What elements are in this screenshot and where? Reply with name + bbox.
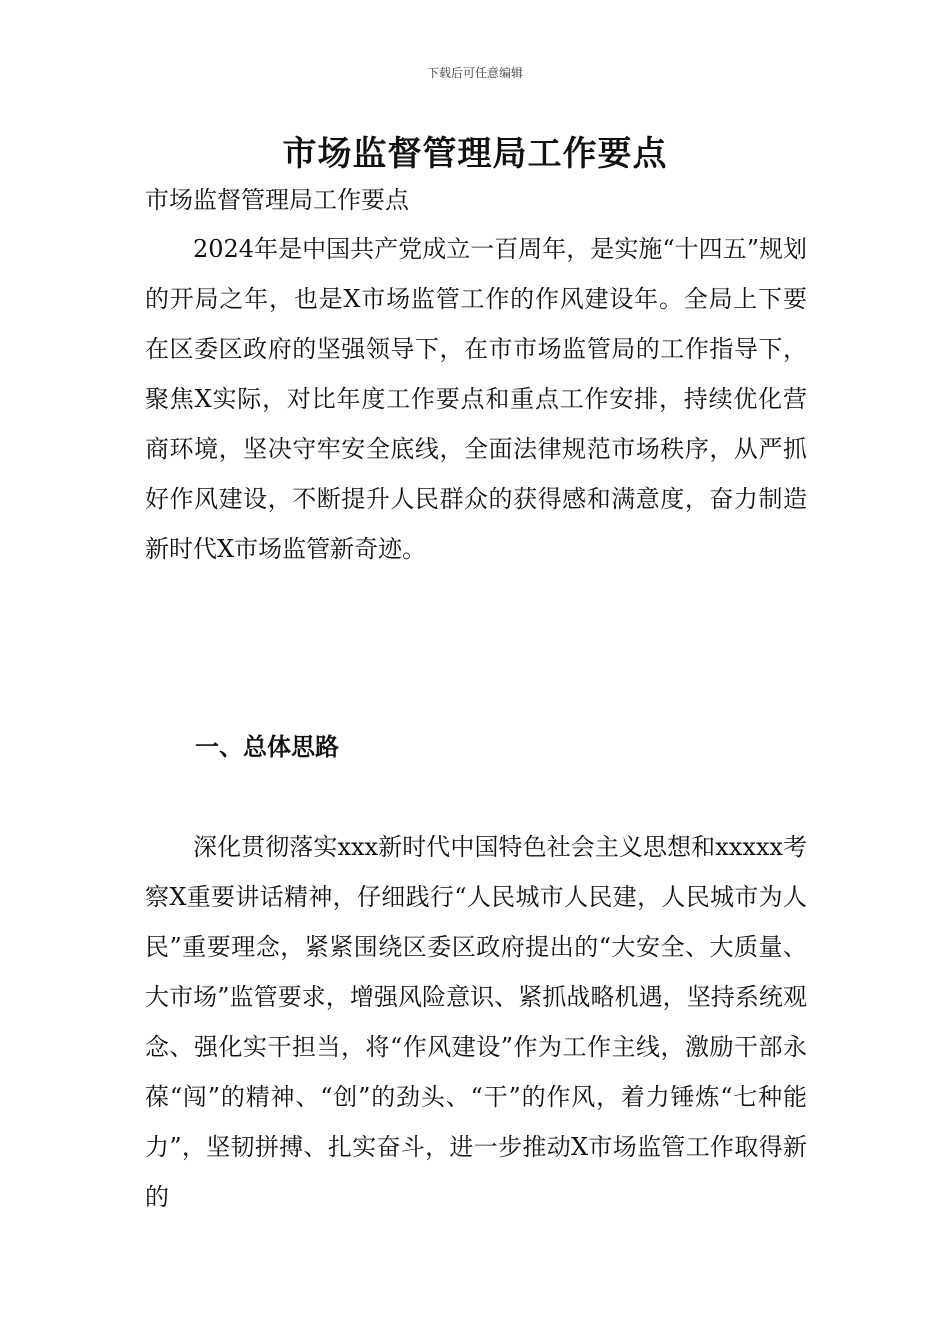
- intro-paragraph: 2024年是中国共产党成立一百周年，是实施“十四五”规划的开局之年，也是X市场监管工作的作风建设年。全局上下要在区委区政府的坚强领导下，在市市场监管局的工作指导下，聚焦X实际，对比年度工作要点和重点工作安排，持续优化营商环境，坚决守牢安全底线，全面法律规范市场秩序，从严抓好作风建设，不断提升人民群众的获得感和满意度，奋力制造新时代X市场监管新奇迹。: [145, 235, 807, 563]
- document-title: 市场监督管理局工作要点: [282, 134, 668, 174]
- section-heading-overall-approach: 一、总体思路: [195, 732, 339, 761]
- document-subtitle: 市场监督管理局工作要点: [145, 186, 409, 214]
- header-note: 下载后可任意编辑: [426, 66, 523, 80]
- overall-approach-paragraph: 深化贯彻落实xxx新时代中国特色社会主义思想和xxxxx考察X重要讲话精神，仔细践行“人民城市人民建，人民城市为人民”重要理念，紧紧围绕区委区政府提出的“大安全、大质量、大市场”监管要求，增强风险意识、紧抓战略机遇，坚持系统观念、强化实干担当，将“作风建设”作为工作主线，激励干部永葆“闯”的精神、“创”的劲头、“干”的作风，着力锤炼“七种能力”，坚韧拼搏、扎实奋斗，进一步推动X市场监管工作取得新的: [145, 833, 807, 1211]
